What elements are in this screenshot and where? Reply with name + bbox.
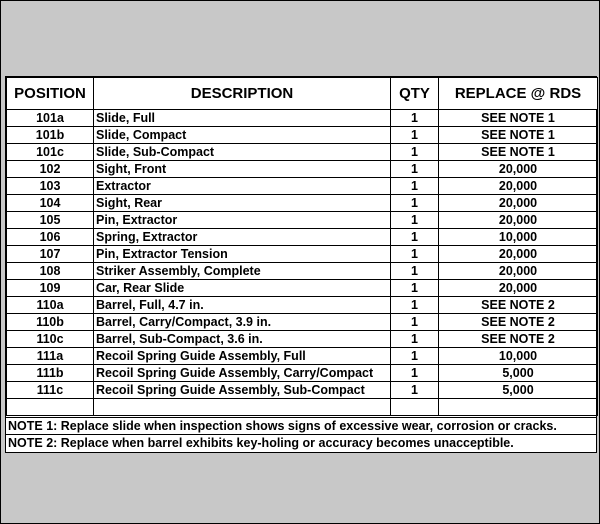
empty-cell <box>439 399 598 416</box>
cell-description: Barrel, Carry/Compact, 3.9 in. <box>94 314 391 331</box>
cell-qty: 1 <box>391 144 439 161</box>
cell-description: Slide, Sub-Compact <box>94 144 391 161</box>
cell-description: Striker Assembly, Complete <box>94 263 391 280</box>
parts-table <box>6 77 598 416</box>
cell-qty: 1 <box>391 297 439 314</box>
note-2: NOTE 2: Replace when barrel exhibits key-holing or accuracy becomes unacceptible. <box>6 434 596 451</box>
cell-replace: 20,000 <box>439 161 598 178</box>
cell-position: 107 <box>7 246 94 263</box>
column-header-replace: REPLACE @ RDS <box>439 78 598 110</box>
cell-qty: 1 <box>391 331 439 348</box>
cell-qty: 1 <box>391 212 439 229</box>
cell-position: 103 <box>7 178 94 195</box>
cell-replace: SEE NOTE 1 <box>439 127 598 144</box>
cell-position: 101c <box>7 144 94 161</box>
cell-replace: 5,000 <box>439 382 598 399</box>
empty-cell <box>94 399 391 416</box>
cell-position: 110c <box>7 331 94 348</box>
cell-replace: 20,000 <box>439 263 598 280</box>
cell-qty: 1 <box>391 314 439 331</box>
cell-position: 101a <box>7 110 94 127</box>
cell-description: Slide, Full <box>94 110 391 127</box>
table-row <box>7 314 598 331</box>
cell-replace: SEE NOTE 1 <box>439 144 598 161</box>
cell-position: 105 <box>7 212 94 229</box>
cell-replace: 20,000 <box>439 178 598 195</box>
cell-qty: 1 <box>391 195 439 212</box>
table-row <box>7 365 598 382</box>
table-row <box>7 161 598 178</box>
table-row <box>7 280 598 297</box>
cell-position: 111c <box>7 382 94 399</box>
cell-qty: 1 <box>391 246 439 263</box>
cell-qty: 1 <box>391 110 439 127</box>
table-row <box>7 212 598 229</box>
cell-position: 111a <box>7 348 94 365</box>
table-row <box>7 229 598 246</box>
cell-replace: SEE NOTE 2 <box>439 314 598 331</box>
cell-replace: 5,000 <box>439 365 598 382</box>
cell-position: 106 <box>7 229 94 246</box>
cell-position: 110b <box>7 314 94 331</box>
cell-qty: 1 <box>391 127 439 144</box>
cell-qty: 1 <box>391 348 439 365</box>
cell-description: Barrel, Sub-Compact, 3.6 in. <box>94 331 391 348</box>
cell-description: Recoil Spring Guide Assembly, Carry/Compact <box>94 365 391 382</box>
table-row <box>7 297 598 314</box>
cell-description: Car, Rear Slide <box>94 280 391 297</box>
column-header-position: POSITION <box>7 78 94 110</box>
table-row <box>7 348 598 365</box>
cell-description: Recoil Spring Guide Assembly, Full <box>94 348 391 365</box>
cell-position: 110a <box>7 297 94 314</box>
cell-replace: SEE NOTE 2 <box>439 331 598 348</box>
cell-qty: 1 <box>391 280 439 297</box>
cell-description: Slide, Compact <box>94 127 391 144</box>
cell-qty: 1 <box>391 178 439 195</box>
cell-position: 109 <box>7 280 94 297</box>
table-row <box>7 127 598 144</box>
table-row <box>7 382 598 399</box>
cell-replace: 10,000 <box>439 348 598 365</box>
empty-cell <box>391 399 439 416</box>
parts-sheet <box>5 76 597 453</box>
table-row <box>7 195 598 212</box>
cell-description: Extractor <box>94 178 391 195</box>
cell-replace: 10,000 <box>439 229 598 246</box>
table-row <box>7 178 598 195</box>
cell-qty: 1 <box>391 365 439 382</box>
empty-row <box>7 399 598 416</box>
column-header-qty: QTY <box>391 78 439 110</box>
cell-replace: SEE NOTE 1 <box>439 110 598 127</box>
cell-description: Pin, Extractor Tension <box>94 246 391 263</box>
header-row <box>7 78 598 110</box>
cell-description: Pin, Extractor <box>94 212 391 229</box>
cell-position: 108 <box>7 263 94 280</box>
cell-replace: 20,000 <box>439 195 598 212</box>
table-row <box>7 263 598 280</box>
cell-replace: 20,000 <box>439 212 598 229</box>
cell-position: 104 <box>7 195 94 212</box>
cell-position: 101b <box>7 127 94 144</box>
cell-qty: 1 <box>391 263 439 280</box>
table-row <box>7 246 598 263</box>
column-header-description: DESCRIPTION <box>94 78 391 110</box>
note-1: NOTE 1: Replace slide when inspection shows signs of excessive wear, corrosion or cracks. <box>6 417 596 434</box>
cell-qty: 1 <box>391 229 439 246</box>
empty-cell <box>7 399 94 416</box>
cell-description: Spring, Extractor <box>94 229 391 246</box>
cell-replace: 20,000 <box>439 246 598 263</box>
cell-position: 102 <box>7 161 94 178</box>
cell-position: 111b <box>7 365 94 382</box>
table-row <box>7 110 598 127</box>
cell-qty: 1 <box>391 161 439 178</box>
notes-section <box>6 417 596 451</box>
cell-description: Sight, Rear <box>94 195 391 212</box>
table-row <box>7 144 598 161</box>
cell-qty: 1 <box>391 382 439 399</box>
table-row <box>7 331 598 348</box>
cell-description: Sight, Front <box>94 161 391 178</box>
cell-description: Barrel, Full, 4.7 in. <box>94 297 391 314</box>
cell-description: Recoil Spring Guide Assembly, Sub-Compact <box>94 382 391 399</box>
cell-replace: SEE NOTE 2 <box>439 297 598 314</box>
cell-replace: 20,000 <box>439 280 598 297</box>
